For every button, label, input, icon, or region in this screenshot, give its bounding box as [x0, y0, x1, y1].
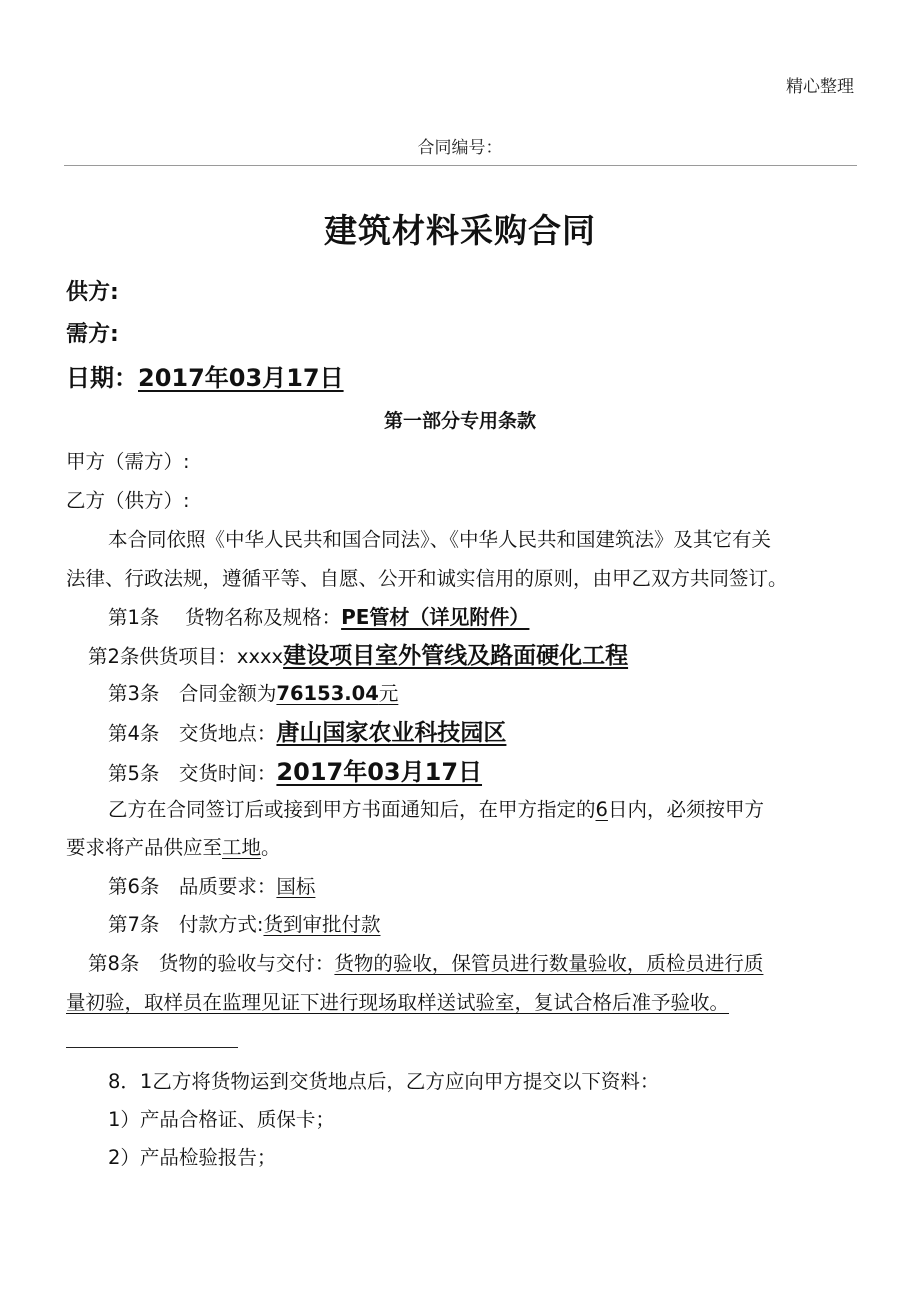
supplier-label: 供方: — [66, 280, 119, 305]
article-7-value: 货到审批付款 — [263, 913, 381, 936]
article-1-label: 第1条 货物名称及规格： — [108, 606, 342, 629]
date-line — [66, 358, 344, 393]
article-6-label: 第6条 品质要求： — [108, 875, 277, 898]
article-1 — [108, 601, 529, 630]
contract-number-label: 合同编号： — [417, 138, 503, 158]
article-8-label: 第8条 货物的验收与交付： — [88, 952, 335, 975]
date-label: 日期： — [66, 364, 138, 392]
article-4-value: 唐山国家农业科技园区 — [276, 720, 507, 746]
article-5-note-2 — [66, 832, 281, 860]
article-5 — [108, 752, 482, 787]
intro-line-1: 本合同依照《中华人民共和国合同法》、《中华人民共和国建筑法》及其它有关 — [108, 528, 772, 551]
article-5-note-text-3: 要求将产品供应至 — [66, 836, 223, 859]
section-title: 第一部分专用条款 — [383, 410, 536, 432]
article-8-value-2: 量初验，取样员在监理见证下进行现场取样送试验室，复试合格后准予验收。 — [66, 991, 730, 1014]
article-5-note-text-2: 日内，必须按甲方 — [607, 798, 764, 821]
article-8 — [88, 948, 763, 976]
article-4 — [108, 714, 506, 747]
article-2 — [88, 637, 628, 670]
article-2-label: 第2条供货项目：xxxx — [88, 645, 284, 668]
clause-8-1-item-2: 2）产品检验报告； — [108, 1146, 277, 1169]
article-3-unit: 元 — [378, 682, 399, 705]
article-5-note-end: 。 — [261, 836, 281, 859]
article-2-value: 建设项目室外管线及路面硬化工程 — [283, 643, 629, 669]
delivery-site: 工地 — [222, 836, 262, 859]
header-divider — [64, 165, 857, 166]
article-7-label: 第7条 付款方式: — [108, 913, 264, 936]
article-3 — [108, 678, 398, 706]
article-5-note-text: 乙方在合同签订后或接到甲方书面通知后，在甲方指定的 — [108, 798, 596, 821]
article-3-amount: 76153.04 — [276, 682, 379, 705]
intro-line-2: 法律、行政法规，遵循平等、自愿、公开和诚实信用的原则，由甲乙双方共同签订。 — [66, 567, 788, 590]
document-title: 建筑材料采购合同 — [324, 211, 596, 250]
party-b-line: 乙方（供方）: — [66, 489, 190, 512]
header-note: 精心整理 — [786, 77, 854, 97]
article-8-continued — [66, 987, 729, 1015]
date-value: 2017年03月17日 — [138, 364, 344, 392]
article-5-note-1 — [108, 794, 764, 822]
article-7 — [108, 909, 381, 937]
article-8-value-1: 货物的验收，保管员进行数量验收，质检员进行质 — [334, 952, 764, 975]
article-6 — [108, 871, 315, 899]
article-3-label: 第3条 合同金额为 — [108, 682, 277, 705]
clause-8-1-item-1: 1）产品合格证、质保卡； — [108, 1108, 335, 1131]
article-6-value: 国标 — [276, 875, 316, 898]
buyer-label: 需方: — [66, 322, 119, 347]
clause-8-1-intro: 8．1乙方将货物运到交货地点后，乙方应向甲方提交以下资料： — [108, 1070, 660, 1093]
article-4-label: 第4条 交货地点： — [108, 722, 277, 745]
article-1-value: PE管材（详见附件） — [341, 605, 530, 629]
party-a-line: 甲方（需方）: — [66, 450, 190, 473]
delivery-days: 6 — [595, 798, 608, 821]
article-5-label: 第5条 交货时间： — [108, 762, 277, 785]
footnote-divider — [66, 1047, 238, 1048]
article-5-value: 2017年03月17日 — [276, 758, 483, 786]
